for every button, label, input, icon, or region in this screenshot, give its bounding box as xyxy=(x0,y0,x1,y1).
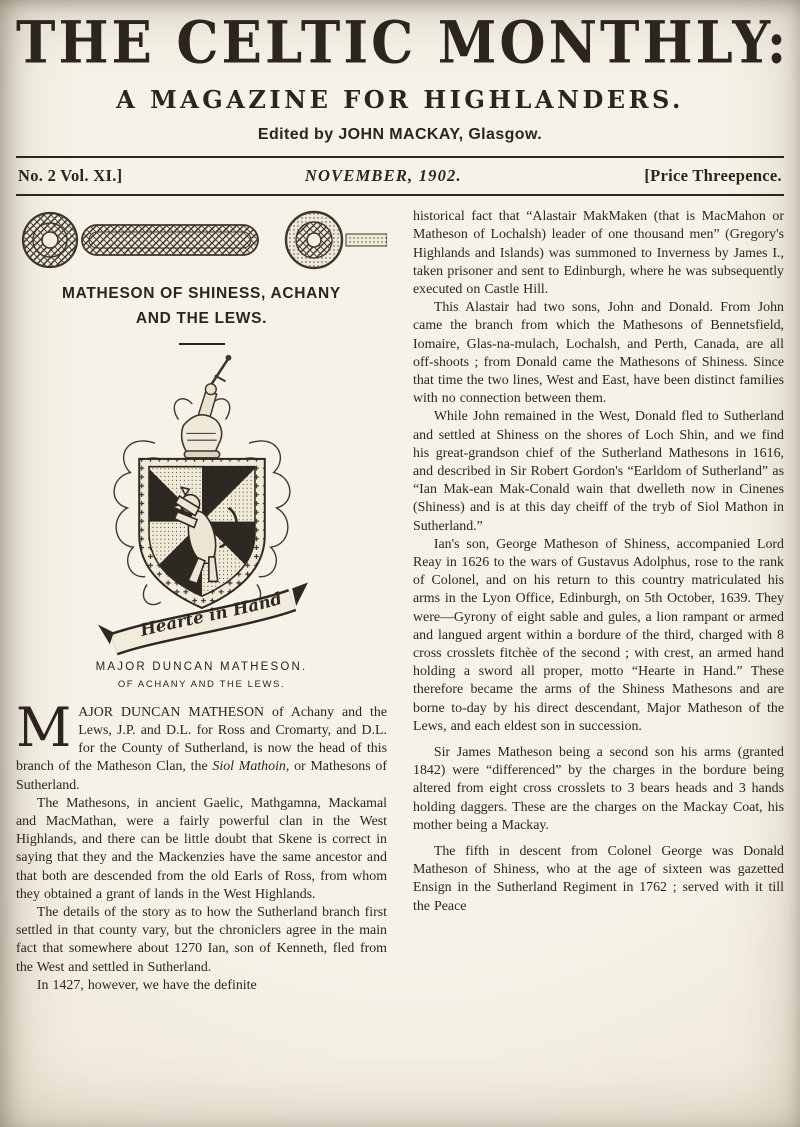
paragraph: In 1427, however, we have the definite xyxy=(36,977,257,993)
celtic-knot-ornament xyxy=(16,208,387,272)
article-body xyxy=(16,208,784,995)
editor-line: Edited by JOHN MACKAY, Glasgow. xyxy=(257,126,543,144)
paragraph-text: , or Mathesons of Sutherland. xyxy=(16,759,387,793)
magazine-title: THE CELTIC MONTHLY: xyxy=(16,8,790,77)
arms-caption xyxy=(16,661,387,690)
paragraph: Ian's son, George Matheson of Shiness, accompanied Lord Reay in 1626 to the wars of Gustavus Adolphus, rose to the rank of Colonel, and on his return to this country matriculated his arms in the Lyon Office, Edinburgh, on 5th October, 1639. They were—Gyrony of eight sable and gules, a lion rampant or armed and langued argent within a bordure of the third, charged with 8 cross crosslets fitchèe of the second ; with crest, an armed hand holding a sword all proper, motto “Hearte in Hand.” These therefore became the arms of the Shiness Mathesons and are borne to-day by his direct descendant, Major Matheson of the Lews, and each eldest son in succession. xyxy=(413,536,784,734)
paragraph xyxy=(16,695,387,795)
paragraph-text-italic: Siol Mathoin xyxy=(212,759,286,775)
paragraph: This Alastair had two sons, John and Donald. From John came the branch from which the Mathesons of Bennetsfield, Iomaire, Glas-na-mulach, Lochalsh, and Perth, Canada, are all off-shoots ; from Donald came the Mathesons of Shiness. Since that time the two lines, West and East, have been distinct families with no connection between them. xyxy=(413,300,784,407)
left-column-text xyxy=(16,695,387,995)
crest-motto-text: Hearte in Hand xyxy=(137,587,284,640)
article-title-line2: AND THE LEWS. xyxy=(135,309,268,327)
issue-number: No. 2 Vol. XI.] xyxy=(18,166,123,186)
paragraph: While John remained in the West, Donald fled to Sutherland and settled at Shiness on the shores of Loch Shin, and we find his great-grandson chief of the Sutherland Mathesons in 1616, and described in Sir Robert Gordon's “Earldom of Sutherland” as “Ian Mak-ean Mak-Conald wain that dwelleth now in Cinenes (Shiness) and is at this day cheiff of the tryb of Siol Mathon in Sutherland.” xyxy=(413,409,784,534)
left-column xyxy=(16,208,387,995)
paragraph: The fifth in descent from Colonel George was Donald Matheson of Shiness, who at the age of sixteen was gazetted Ensign in the Sutherland Regiment in 1762 ; served with it till the Peace xyxy=(413,844,784,914)
paragraph: The details of the story as to how the Sutherland branch first settled in that county vary, but the chroniclers agree in the main fact that somewhere about 1270 Ian, son of Kenneth, fled from the West and settled in Sutherland. xyxy=(16,905,387,975)
coat-of-arms xyxy=(84,349,320,657)
divider-bottom xyxy=(16,194,784,196)
celtic-knot-svg xyxy=(16,208,387,272)
article-title-line1: MATHESON OF SHINESS, ACHANY xyxy=(62,285,341,303)
crest-arm-sword xyxy=(198,355,231,417)
paragraph: historical fact that “Alastair MakMaken (that is MacMahon or Matheson of Lochalsh) leader of one thousand men” (Gregory's Highlands and Islands) was summoned to Inverness by James I., taken prisoner and sent to Edinburgh, where he was subsequently executed on Castle Hill. xyxy=(413,209,784,297)
paragraph: Sir James Matheson being a second son his arms (granted 1842) were “differenced” by the charges in the bordure being altered from eight cross crosslets to 3 bears heads and 3 hands holding daggers. These are the charges on the Mackay Coat, his mother being a Mackay. xyxy=(413,745,784,833)
dropcap-initial: M xyxy=(16,695,72,759)
article-title xyxy=(16,282,387,332)
caption-subtitle: OF ACHANY AND THE LEWS. xyxy=(117,678,286,690)
masthead xyxy=(16,8,790,144)
helmet xyxy=(181,415,221,458)
issue-line xyxy=(16,158,784,194)
paragraph-text: AJOR DUNCAN MATHESON of Achany and the Lews, J.P. and D.L. for Ross and Cromarty, and D.L. for the County of Sutherland, is now the head of this branch of the Matheson Clan, the xyxy=(16,704,387,775)
title-divider xyxy=(179,343,225,345)
paragraph: The Mathesons, in ancient Gaelic, Mathgamna, Mackamal and MacMathan, were a fairly powerful clan in the West Highlands, and there can be little doubt that Skene is correct in saying that they and the Mackenzies have the same ancestor and that both are descended from the old Earls of Ross, from whom they obtained a grant of lands in the West Highlands. xyxy=(16,795,387,902)
coat-of-arms-svg xyxy=(84,349,320,657)
issue-date: NOVEMBER, 1902. xyxy=(304,166,462,186)
caption-name: MAJOR DUNCAN MATHESON. xyxy=(95,660,308,673)
right-column xyxy=(413,208,784,995)
issue-price: [Price Threepence. xyxy=(644,166,782,186)
magazine-subtitle: A MAGAZINE FOR HIGHLANDERS. xyxy=(116,85,684,115)
